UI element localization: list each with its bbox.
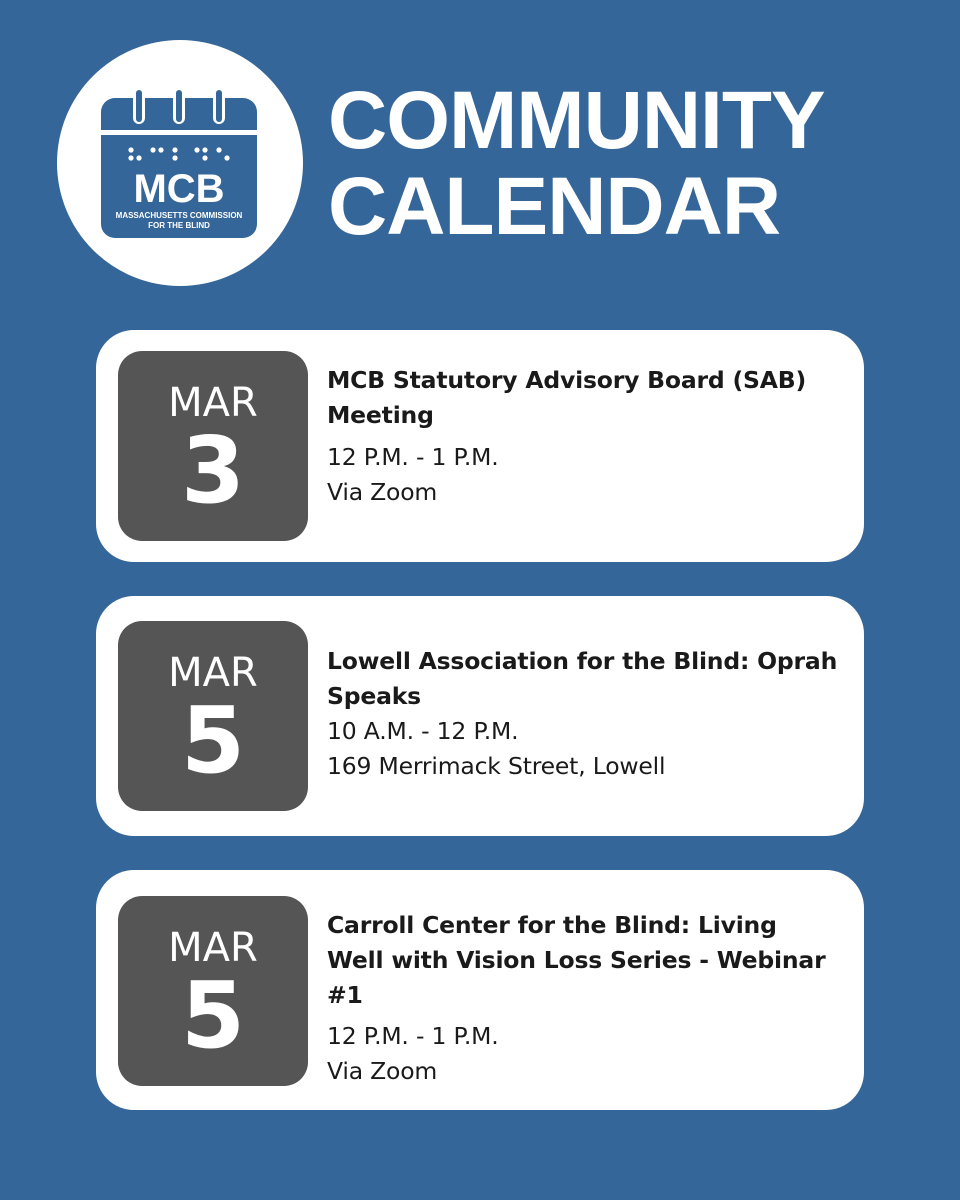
logo-abbreviation: MCB [133, 167, 225, 211]
event-time: 10 A.M. - 12 P.M. [327, 717, 519, 745]
date-month: MAR [168, 925, 258, 971]
title-line-2: CALENDAR [328, 161, 781, 252]
event-time: 12 P.M. - 1 P.M. [327, 1022, 499, 1050]
date-day: 5 [180, 687, 245, 794]
calendar-icon [57, 40, 303, 286]
event-title: Lowell Association for the Blind: Oprah Speaks [327, 647, 838, 710]
event-location: 169 Merrimack Street, Lowell [327, 752, 666, 780]
date-day: 3 [180, 417, 245, 524]
event-location: Via Zoom [327, 1057, 438, 1085]
date-badge [118, 351, 308, 541]
mcb-logo [57, 40, 303, 286]
event-info [327, 908, 840, 1089]
date-month: MAR [168, 650, 258, 696]
date-badge [118, 621, 308, 811]
logo-org-line1: MASSACHUSETTS COMMISSION [115, 211, 243, 220]
date-day: 5 [180, 962, 245, 1069]
date-month: MAR [168, 380, 258, 426]
event-card [96, 870, 864, 1110]
event-card [96, 596, 864, 836]
event-card [96, 330, 864, 562]
title-line-1: COMMUNITY [328, 75, 825, 166]
event-time: 12 P.M. - 1 P.M. [327, 443, 499, 471]
page-title [328, 75, 825, 252]
logo-org-line2: FOR THE BLIND [148, 221, 210, 230]
event-title: MCB Statutory Advisory Board (SAB) Meeting [327, 366, 806, 429]
event-info [327, 363, 840, 510]
event-info [327, 644, 840, 784]
event-title: Carroll Center for the Blind: Living Well with Vision Loss Series - Webinar #1 [327, 911, 826, 1009]
date-badge [118, 896, 308, 1086]
event-location: Via Zoom [327, 478, 438, 506]
